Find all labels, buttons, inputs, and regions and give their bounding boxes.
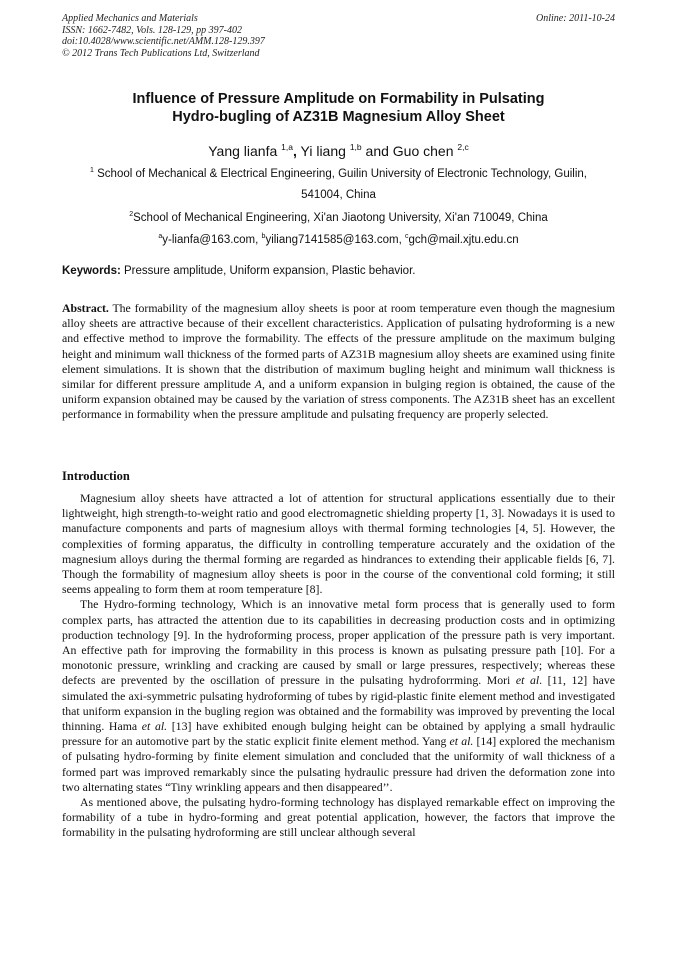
author-separator: and — [361, 143, 389, 159]
section-heading-introduction: Introduction — [62, 469, 130, 483]
author-affil-mark: 1,b — [349, 142, 362, 152]
intro-paragraph-3: As mentioned above, the pulsating hydro-forming technology has displayed remarkable effect on improving the formability of a tube in hydro-forming and great potential application, however, the factors that improve the formability in the pulsating hydroforming are still unclear although several — [62, 795, 615, 840]
affiliation-1 — [62, 160, 615, 206]
email-address[interactable]: y-lianfa@163.com, — [162, 234, 262, 246]
paper-title — [62, 90, 615, 126]
intro-paragraph-2 — [62, 597, 615, 795]
affil-text: 541004, China — [301, 189, 376, 201]
keywords-text: Pressure amplitude, Uniform expansion, Plastic behavior. — [120, 265, 416, 277]
et-al: et al — [515, 673, 540, 688]
author-list — [62, 138, 615, 160]
author-name: Guo chen — [392, 143, 454, 159]
author-name: Yi liang — [300, 143, 346, 159]
copyright-line: © 2012 Trans Tech Publications Ltd, Switzerland — [62, 47, 260, 59]
intro-paragraph-1: Magnesium alloy sheets have attracted a lot of attention for structural applications essentially due to their lightweight, high strength-to-weight ratio and good electromagnetic shielding property [1, 3]. Nowadays it is used to manufacture components and parts of magnesium alloys with thermal forming technologies [4, 5]. However, the complexities of forming apparatus, the difficulty in controlling temperature accurately and the oxidation of the magnesium alloys during the thermal forming are regarded as hindrances to extending their applicable fields [6, 7]. Though the formability of magnesium alloy sheets is poor in the course of the conventional cold forming; it still seems appealing to form them at room temperature [8]. — [62, 491, 615, 597]
paragraph-text: [13] have exhibited enough bulging height can be obtained by applying a small hydraulic pressure for an automotive part by the static explicit finite element method. Yang — [62, 719, 616, 749]
et-al: et al. — [449, 734, 474, 749]
author-affil-mark: 2,c — [457, 142, 469, 152]
email-mark: a — [158, 233, 163, 240]
affil-mark: 2 — [129, 211, 134, 218]
author-emails — [62, 226, 615, 251]
doi-line: doi:10.4028/www.scientific.net/AMM.128-129.397 — [62, 36, 265, 47]
email-address[interactable]: gch@mail.xjtu.edu.cn — [408, 234, 519, 246]
abstract-text: , and a uniform expansion in bulging region is obtained, the cause of the uniform expansion obtained may be caused by the variation of stress components. The AZ31B sheet has an excellent performance in formability when the pressure amplitude and pulsating frequency are properly selected. — [62, 377, 616, 422]
introduction-body — [62, 491, 615, 841]
journal-header — [62, 13, 615, 59]
affil-mark: 1 — [90, 167, 94, 174]
title-line-1: Influence of Pressure Amplitude on Formability in Pulsating — [132, 91, 545, 107]
et-al: et al. — [141, 719, 168, 734]
keywords-label: Keywords: — [62, 265, 121, 277]
issn-line: ISSN: 1662-7482, Vols. 128-129, pp 397-402 — [62, 24, 242, 36]
abstract-variable: A — [254, 377, 262, 392]
email-mark: c — [404, 233, 409, 240]
paragraph-text: The Hydro-forming technology, Which is an innovative metal form process that is generally used to form complex parts, has attracted the attention due to its capabilities in decreasing production costs and in optimizing production technology [9]. In the hydroforming process, proper application of the pressure path is very important. An effective path for improving the formability in this process is known as pulsating pressure path [10]. For a monotonic pressure, wrinkling and cracking are caused by small or large pressures, respectively; whereas these defects are prevented by the oscillation of pressure in the pulsating hydroforrming. Mori — [62, 597, 615, 688]
journal-name: Applied Mechanics and Materials — [62, 13, 198, 24]
affil-text: School of Mechanical & Electrical Engineering, Guilin University of Electronic Technology, Guilin, — [97, 168, 587, 180]
email-mark: b — [261, 233, 266, 240]
author-separator: , — [292, 143, 297, 159]
abstract-paragraph — [62, 301, 615, 423]
email-address[interactable]: yiliang7141585@163.com, — [265, 234, 405, 246]
abstract — [62, 301, 615, 423]
affil-text: School of Mechanical Engineering, Xi'an Jiaotong University, Xi'an 710049, China — [133, 212, 548, 224]
paragraph-text: . [11, 12] have simulated the axi-symmetric pulsating hydroforming of tubes by rigid-plastic finite element method and investigated that uniform expansion in the bugling region was obtained and the formability was improved by preventing the local thinning. Hama — [62, 673, 616, 734]
title-line-2: Hydro-bugling of AZ31B Magnesium Alloy Sheet — [172, 109, 505, 125]
keywords — [62, 264, 615, 278]
author-affil-mark: 1,a — [281, 142, 293, 152]
author-name: Yang lianfa — [208, 143, 278, 159]
abstract-text: The formability of the magnesium alloy sheets is poor at room temperature even though the magnesium alloy sheets are attractive because of their excellent characteristics. Application of pulsating hydroforming is a new and effective method to improve the formability. The effects of the pressure amplitude on the maximum bulging height and minimum wall thickness of the formed parts of AZ31B magnesium alloy sheets are examined using finite element simulations. It is shown that the distribution of maximum bugling height and minimum wall thickness is similar for different pressure amplitude — [62, 301, 615, 392]
paragraph-text: [14] explored the mechanism of pulsating hydro-forming by finite element simulation and concluded that the uniformity of wall thickness of a formed part was improved remarkably since the pulsating hydraulic pressure had driven the deformation zone into two alternating states “Tiny wrinkling appears and then disappeared’’. — [62, 734, 616, 794]
online-date: Online: 2011-10-24 — [536, 13, 615, 24]
abstract-label: Abstract. — [62, 301, 109, 315]
